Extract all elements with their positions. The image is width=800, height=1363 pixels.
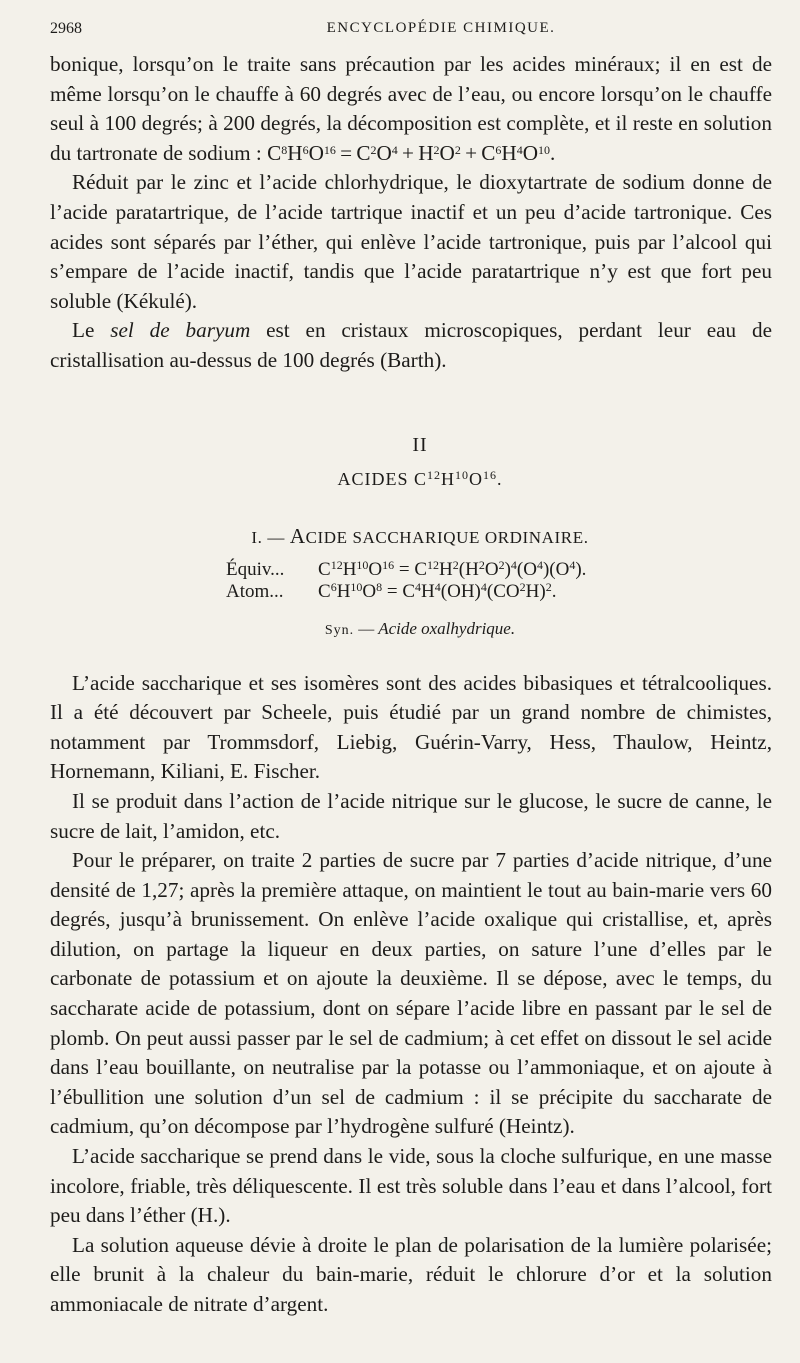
running-head (50, 16, 772, 42)
body-paragraph-5: La solution aqueuse dévie à droite le plan de polarisation de la lumière polarisée; elle brunit à la chaleur du bain-marie, réduit le chlorure d’or et la solution ammoniacale de nitrate d’argent. (50, 1232, 772, 1316)
formula-block (226, 559, 772, 603)
body-paragraph-2: Il se produit dans l’action de l’acide nitrique sur le glucose, le sucre de canne, le sucre de lait, l’amidon, etc. (50, 788, 772, 843)
formula-atom: Atom... $C^6H^{10}O^8 = C^4H^4(OH)^4(CO^2H)^2$. (226, 579, 557, 602)
page-number: 2968 (50, 20, 82, 37)
body-paragraph-1: L’acide saccharique et ses isomères sont des acides bibasiques et tétralcooliques. Il a été découvert par Scheele, puis étudié par un grand nombre de chimistes, notamment par Trommsdorf, Liebig, Guérin-Varry, Hess, Thaulow, Heintz, Hornemann, Kiliani, E. Fischer. (50, 670, 772, 784)
section-title: ACIDES $C^{12}H^{10}O^{16}$. (337, 467, 503, 489)
subsection-title: I. — ACIDE SACCHARIQUE ORDINAIRE. (251, 523, 589, 548)
section-number: II (412, 433, 428, 456)
running-title: ENCYCLOPÉDIE CHIMIQUE. (326, 20, 556, 36)
italic-term: sel de baryum (110, 318, 251, 343)
body-paragraph-3: Pour le préparer, on traite 2 parties de sucre par 7 parties d’acide nitrique, d’une densité de 1,27; après la première attaque, on maintient le tout au bain-marie vers 60 degrés, jusqu’à brunissement. On enlève l’acide oxalique qui cristallise, et, après dilution, on partage la liqueur en deux parties, on sature l’une d’elles par le carbonate de potassium et on ajoute la deuxième. Il se dépose, avec le temps, du saccharate acide de potassium, dont on sépare l’acide libre en passant par le sel de plomb. On peut aussi passer par le sel de cadmium; à cet effet on dissout le sel acide dans l’eau bouillante, on neutralise par la potasse ou l’ammoniaque, et on ajoute à l’ébullition une solution d’un sel de cadmium : il se précipite du saccharate de cadmium, qu’on décompose par l’hydrogène sulfuré (Heintz). (50, 848, 772, 1139)
synonym-line: Syn. — Acide oxalhydrique. (324, 618, 516, 638)
formula-equiv: Équiv... $C^{12}H^{10}O^{16} = C^{12}H^2(H^2O^2)^4(O^4)(O^4)$. (226, 557, 587, 580)
intro-paragraph-2: Réduit par le zinc et l’acide chlorhydrique, le dioxytartrate de sodium donne de l’acide paratartrique, de l’acide tartrique inactif et un peu d’acide tartronique. Ces acides sont séparés par l’éther, qui enlève l’acide tartronique, puis par l’alcool qui s’empare de l’acide inactif, tandis que l’acide paratartrique n’y est que fort peu soluble (Kékulé). (50, 170, 772, 313)
body-paragraph-4: L’acide saccharique se prend dans le vide, sous la cloche sulfurique, en une masse incolore, friable, très déliquescente. Il est très soluble dans l’eau et dans l’alcool, fort peu dans l’éther (H.). (50, 1144, 772, 1228)
intro-paragraph-3: Le sel de baryum est en cristaux microscopiques, perdant leur eau de cristallisation au-dessus de 100 degrés (Barth). (50, 318, 772, 372)
intro-paragraph-1: bonique, lorsqu’on le traite sans précaution par les acides minéraux; il en est de même lorsqu’on le chauffe à 60 degrés avec de l’eau, ou encore lorsqu’on le chauffe seul à 100 degrés; à 200 degrés, la décomposition est complète, et il reste en solution du tartronate de sodium : $C^8H^6O^{16} = C^2O^4 + H^2O^2 + C^6H^4O^{10}$. (50, 52, 772, 165)
